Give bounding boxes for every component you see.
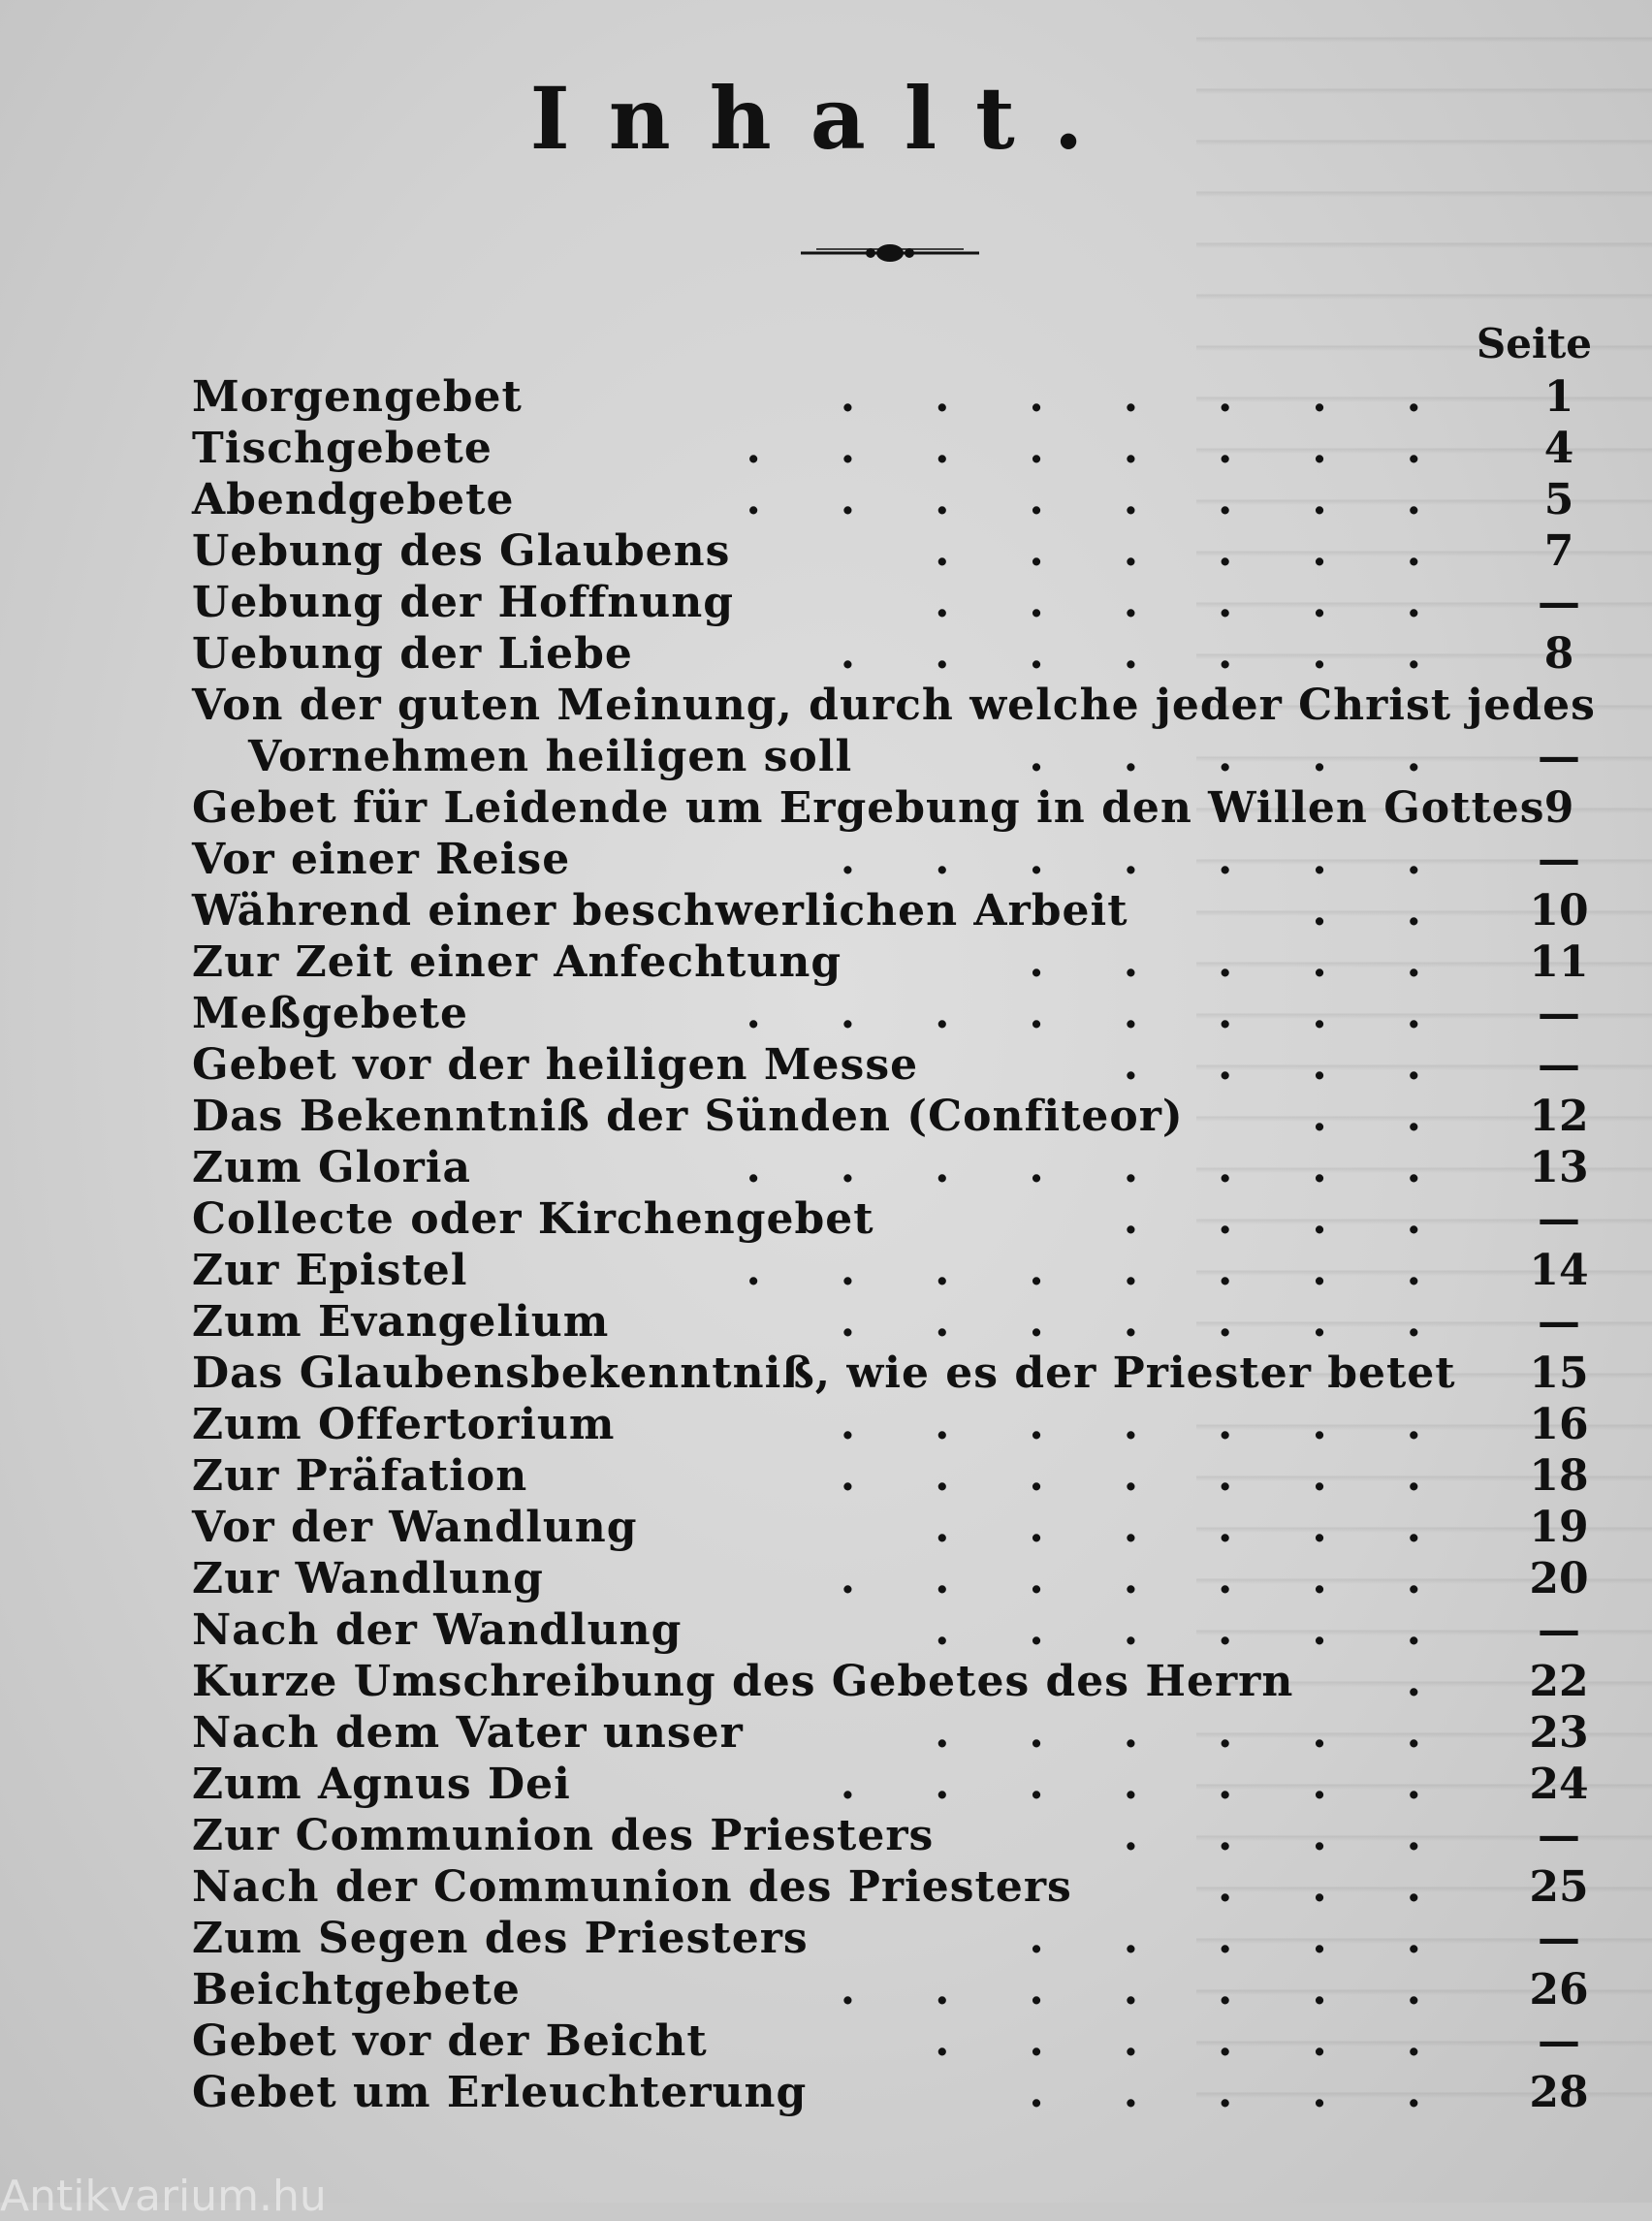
toc-entry-title: Nach dem Vater unser <box>192 1708 744 1758</box>
toc-entry-title: Während einer beschwerlichen Arbeit <box>192 886 1128 936</box>
dot-leader: ..... <box>1029 2068 1501 2117</box>
toc-entry-page: 16 <box>1529 1400 1589 1449</box>
dot-leader: ...... <box>935 1503 1501 1552</box>
toc-entry-page: — <box>1538 989 1580 1038</box>
toc-entry <box>192 1088 1607 1139</box>
toc-entry <box>192 1396 1607 1447</box>
toc-entry-title: Zum Segen des Priesters <box>192 1914 809 1963</box>
toc-entry <box>192 1602 1607 1653</box>
toc-entry-page: 19 <box>1529 1503 1589 1552</box>
dot-leader: . <box>1406 1657 1501 1706</box>
toc-entry-page: 5 <box>1543 475 1574 524</box>
toc-entry <box>192 2013 1607 2064</box>
toc-entry <box>192 1345 1607 1396</box>
toc-entry-title: Uebung des Glaubens <box>192 526 731 576</box>
dot-leader: .... <box>1123 1040 1501 1090</box>
toc-entry <box>192 1190 1607 1242</box>
toc-entry <box>192 1756 1607 1807</box>
toc-entry <box>192 677 1607 728</box>
toc-entry-page: 10 <box>1529 886 1589 936</box>
toc-entry-title: Zur Communion des Priesters <box>192 1811 935 1860</box>
dot-leader: ....... <box>840 1451 1501 1501</box>
dot-leader: ....... <box>840 1297 1501 1347</box>
dot-leader: ..... <box>1029 1914 1501 1963</box>
toc-entry-title: Uebung der Liebe <box>192 629 633 679</box>
toc-entry <box>192 985 1607 1036</box>
ornament-divider-icon <box>797 238 983 268</box>
toc-entry <box>192 882 1607 934</box>
toc-entry-page: 14 <box>1529 1246 1589 1295</box>
toc-entry-title: Zum Offertorium <box>192 1400 616 1449</box>
toc-entry-title: Nach der Communion des Priesters <box>192 1862 1072 1912</box>
dot-leader: .. <box>1312 886 1501 936</box>
toc-entry-page: 28 <box>1529 2068 1589 2117</box>
toc-entry-page: 4 <box>1543 424 1574 473</box>
dot-leader: ........ <box>746 989 1501 1038</box>
toc-entry-title: Collecte oder Kirchengebet <box>192 1194 874 1244</box>
dot-leader: ....... <box>840 629 1501 679</box>
toc-entry-title: Zur Präfation <box>192 1451 528 1501</box>
toc-entry-title: Zur Epistel <box>192 1246 468 1295</box>
toc-entry-title: Das Glaubensbekenntniß, wie es der Priester betet <box>192 1348 1456 1398</box>
dot-leader: .. <box>1312 1092 1501 1141</box>
toc-entry-page: 1 <box>1543 372 1574 422</box>
toc-entry <box>192 934 1607 985</box>
toc-entry <box>192 1704 1607 1756</box>
toc-entry-page: 8 <box>1543 629 1574 679</box>
toc-entry <box>192 1910 1607 1961</box>
table-of-contents <box>192 368 1607 2115</box>
toc-entry-title: Vor einer Reise <box>192 835 571 884</box>
toc-entry-title: Gebet für Leidende um Ergebung in den Willen Gottes <box>192 783 1545 833</box>
toc-entry-page: 12 <box>1529 1092 1589 1141</box>
toc-entry <box>192 1293 1607 1345</box>
toc-entry-title: Beichtgebete <box>192 1965 521 2015</box>
toc-entry <box>192 471 1607 523</box>
toc-entry-page: 13 <box>1529 1143 1589 1192</box>
dot-leader: ........ <box>746 424 1501 473</box>
toc-entry <box>192 2064 1607 2115</box>
toc-entry-page: 26 <box>1529 1965 1589 2015</box>
dot-leader: ........ <box>746 1143 1501 1192</box>
toc-entry <box>192 574 1607 625</box>
dot-leader: ....... <box>840 1554 1501 1603</box>
toc-entry-title: Nach der Wandlung <box>192 1605 683 1655</box>
dot-leader: ...... <box>935 1708 1501 1758</box>
toc-entry <box>192 1499 1607 1550</box>
toc-entry <box>192 1139 1607 1190</box>
toc-entry-page: — <box>1538 1194 1580 1244</box>
dot-leader: ....... <box>840 835 1501 884</box>
toc-entry-page: 11 <box>1529 937 1589 987</box>
toc-entry <box>192 1447 1607 1499</box>
toc-entry <box>192 728 1607 779</box>
dot-leader: ...... <box>935 526 1501 576</box>
toc-entry <box>192 831 1607 882</box>
toc-entry-title: Das Bekenntniß der Sünden (Confiteor) <box>192 1092 1184 1141</box>
toc-entry <box>192 1242 1607 1293</box>
toc-entry-title: Gebet vor der Beicht <box>192 2016 708 2066</box>
watermark: Antikvarium.hu <box>0 2172 327 2221</box>
toc-entry-title: Tischgebete <box>192 424 492 473</box>
dot-leader: ........ <box>746 475 1501 524</box>
toc-entry-page: — <box>1538 732 1580 781</box>
toc-entry-page: 25 <box>1529 1862 1589 1912</box>
toc-entry-page: 15 <box>1529 1348 1589 1398</box>
dot-leader: ....... <box>840 372 1501 422</box>
dot-leader: ........ <box>746 1246 1501 1295</box>
toc-entry <box>192 625 1607 677</box>
toc-entry-page: — <box>1538 1040 1580 1090</box>
toc-entry-page: 23 <box>1529 1708 1589 1758</box>
toc-entry-title: Zum Agnus Dei <box>192 1760 571 1809</box>
toc-entry-page: — <box>1538 1605 1580 1655</box>
toc-entry-title: Meßgebete <box>192 989 468 1038</box>
toc-entry-title: Vornehmen heiligen soll <box>248 732 853 781</box>
toc-entry-title: Zum Gloria <box>192 1143 472 1192</box>
toc-entry <box>192 1858 1607 1910</box>
toc-entry-title: Gebet vor der heiligen Messe <box>192 1040 919 1090</box>
toc-entry-page: — <box>1538 1914 1580 1963</box>
dot-leader: ...... <box>935 1605 1501 1655</box>
toc-entry-page: — <box>1538 578 1580 627</box>
toc-entry-title: Von der guten Meinung, durch welche jeder Christ jedes <box>192 681 1596 730</box>
dot-leader: ..... <box>1029 937 1501 987</box>
page-title: Inhalt. <box>529 68 1123 169</box>
toc-entry-title: Vor der Wandlung <box>192 1503 638 1552</box>
dot-leader: ..... <box>1029 732 1501 781</box>
toc-entry-title: Zur Wandlung <box>192 1554 544 1603</box>
toc-entry <box>192 420 1607 471</box>
toc-entry-title: Uebung der Hoffnung <box>192 578 734 627</box>
toc-entry-page: 20 <box>1529 1554 1589 1603</box>
dot-leader: .... <box>1123 1194 1501 1244</box>
toc-entry <box>192 1036 1607 1088</box>
toc-entry-page: 24 <box>1529 1760 1589 1809</box>
toc-entry-page: — <box>1538 1297 1580 1347</box>
toc-entry-page: — <box>1538 1811 1580 1860</box>
dot-leader: ....... <box>840 1400 1501 1449</box>
toc-entry-title: Kurze Umschreibung des Gebetes des Herrn <box>192 1657 1294 1706</box>
toc-entry-page: 7 <box>1543 526 1574 576</box>
toc-entry-title: Morgengebet <box>192 372 523 422</box>
toc-entry-title: Zur Zeit einer Anfechtung <box>192 937 842 987</box>
toc-entry-title: Abendgebete <box>192 475 515 524</box>
toc-entry-page: 22 <box>1529 1657 1589 1706</box>
toc-entry <box>192 1550 1607 1602</box>
toc-entry-page: — <box>1538 835 1580 884</box>
toc-entry <box>192 523 1607 574</box>
dot-leader: ...... <box>935 2016 1501 2066</box>
dot-leader: .... <box>1123 1811 1501 1860</box>
toc-entry <box>192 1807 1607 1858</box>
dot-leader: ... <box>1218 1862 1501 1912</box>
dot-leader: ...... <box>935 578 1501 627</box>
toc-entry <box>192 779 1607 831</box>
dot-leader: ....... <box>840 1760 1501 1809</box>
toc-entry <box>192 368 1607 420</box>
dot-leader: ....... <box>840 1965 1501 2015</box>
toc-entry-page: — <box>1538 2016 1580 2066</box>
toc-entry-page: 9 <box>1543 783 1574 833</box>
toc-entry <box>192 1961 1607 2013</box>
toc-entry-title: Zum Evangelium <box>192 1297 610 1347</box>
page-column-header: Seite <box>1476 320 1592 367</box>
toc-entry-title: Gebet um Erleuchterung <box>192 2068 808 2117</box>
toc-entry-page: 18 <box>1529 1451 1589 1501</box>
toc-entry <box>192 1653 1607 1704</box>
